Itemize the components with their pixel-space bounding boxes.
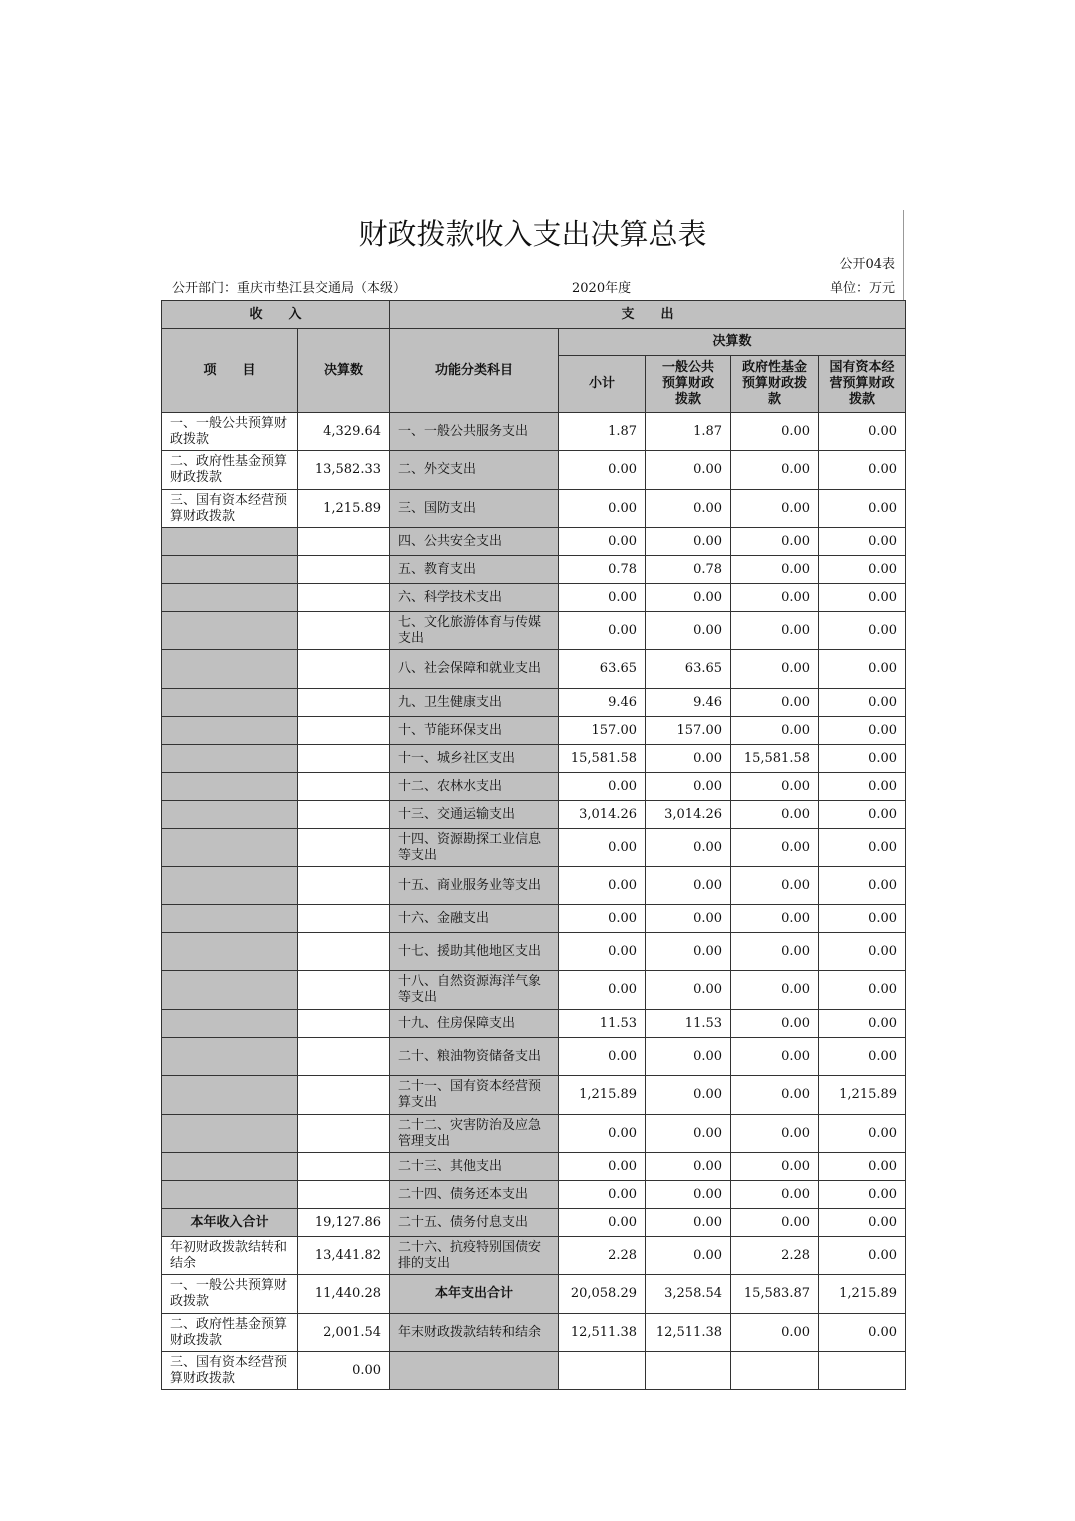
amount-cell — [298, 612, 390, 650]
fiscal-year: 2020年度 — [572, 281, 632, 296]
item-cell — [162, 528, 298, 556]
item-cell — [162, 801, 298, 829]
state-cell: 1,215.89 — [819, 1076, 906, 1115]
subtotal-cell: 0.00 — [559, 490, 646, 528]
fund-cell: 0.00 — [731, 717, 819, 745]
general-cell: 0.00 — [646, 1038, 731, 1076]
subtotal-cell: 20,058.29 — [559, 1275, 646, 1314]
item-cell — [162, 1115, 298, 1153]
subtotal-cell: 0.00 — [559, 1115, 646, 1153]
general-cell: 0.00 — [646, 528, 731, 556]
fund-cell: 0.00 — [731, 801, 819, 829]
state-cell: 0.00 — [819, 1115, 906, 1153]
function-cell: 十七、援助其他地区支出 — [390, 933, 559, 971]
amount-cell — [298, 1010, 390, 1038]
subtotal-cell: 0.78 — [559, 556, 646, 584]
amount-cell — [298, 1153, 390, 1181]
amount-cell: 11,440.28 — [298, 1275, 390, 1314]
subtotal-cell: 0.00 — [559, 451, 646, 490]
amount-cell — [298, 584, 390, 612]
function-cell: 二十四、债务还本支出 — [390, 1181, 559, 1209]
table-row — [162, 1352, 906, 1390]
general-cell: 0.00 — [646, 745, 731, 773]
function-cell: 二、外交支出 — [390, 451, 559, 490]
table-row — [162, 745, 906, 773]
function-cell: 八、社会保障和就业支出 — [390, 650, 559, 689]
subtotal-cell: 2.28 — [559, 1237, 646, 1275]
state-header: 国有资本经营预算财政拨款 — [819, 356, 906, 413]
state-cell: 0.00 — [819, 745, 906, 773]
general-cell: 0.00 — [646, 773, 731, 801]
income-header: 收 入 — [162, 301, 390, 329]
subtotal-cell: 0.00 — [559, 933, 646, 971]
general-cell — [646, 1352, 731, 1390]
subtotal-cell: 0.00 — [559, 867, 646, 905]
amount-cell — [298, 905, 390, 933]
table-row — [162, 905, 906, 933]
state-cell: 0.00 — [819, 1153, 906, 1181]
item-cell — [162, 1038, 298, 1076]
amount-cell — [298, 689, 390, 717]
state-cell: 0.00 — [819, 829, 906, 867]
general-cell: 0.00 — [646, 1209, 731, 1237]
item-cell — [162, 556, 298, 584]
function-cell: 二十三、其他支出 — [390, 1153, 559, 1181]
table-row — [162, 1076, 906, 1115]
function-cell: 五、教育支出 — [390, 556, 559, 584]
subtotal-cell: 12,511.38 — [559, 1314, 646, 1352]
table-row — [162, 867, 906, 905]
state-cell: 0.00 — [819, 1038, 906, 1076]
subtotal-cell: 0.00 — [559, 1038, 646, 1076]
general-cell: 0.00 — [646, 1076, 731, 1115]
amount-cell: 1,215.89 — [298, 490, 390, 528]
function-cell: 二十六、抗疫特别国债安排的支出 — [390, 1237, 559, 1275]
table-row — [162, 413, 906, 451]
subtotal-cell: 0.00 — [559, 584, 646, 612]
general-cell: 0.00 — [646, 1237, 731, 1275]
subtotal-cell: 0.00 — [559, 528, 646, 556]
fund-cell: 0.00 — [731, 1153, 819, 1181]
state-cell — [819, 1352, 906, 1390]
item-cell: 二、政府性基金预算财政拨款 — [162, 1314, 298, 1352]
fund-cell: 0.00 — [731, 528, 819, 556]
item-cell — [162, 829, 298, 867]
table-row — [162, 528, 906, 556]
final-header: 决算数 — [559, 329, 906, 356]
item-cell — [162, 612, 298, 650]
fund-cell: 2.28 — [731, 1237, 819, 1275]
table-row — [162, 1153, 906, 1181]
function-cell: 三、国防支出 — [390, 490, 559, 528]
amount-cell — [298, 745, 390, 773]
fund-cell: 0.00 — [731, 584, 819, 612]
general-cell: 0.00 — [646, 1153, 731, 1181]
general-cell: 0.00 — [646, 451, 731, 490]
function-cell: 十三、交通运输支出 — [390, 801, 559, 829]
amount-cell — [298, 773, 390, 801]
subtotal-cell: 63.65 — [559, 650, 646, 689]
general-cell: 11.53 — [646, 1010, 731, 1038]
function-cell: 十八、自然资源海洋气象等支出 — [390, 971, 559, 1010]
amount-cell: 4,329.64 — [298, 413, 390, 451]
function-cell: 十、节能环保支出 — [390, 717, 559, 745]
state-cell: 0.00 — [819, 905, 906, 933]
state-cell: 0.00 — [819, 451, 906, 490]
table-row — [162, 490, 906, 528]
function-cell: 十九、住房保障支出 — [390, 1010, 559, 1038]
state-cell: 0.00 — [819, 773, 906, 801]
table-row — [162, 1314, 906, 1352]
subtotal-cell — [559, 1352, 646, 1390]
state-cell: 0.00 — [819, 867, 906, 905]
general-cell: 12,511.38 — [646, 1314, 731, 1352]
function-cell: 十一、城乡社区支出 — [390, 745, 559, 773]
state-cell: 0.00 — [819, 717, 906, 745]
fund-cell: 0.00 — [731, 1010, 819, 1038]
item-cell — [162, 933, 298, 971]
state-cell: 0.00 — [819, 612, 906, 650]
item-cell: 三、国有资本经营预算财政拨款 — [162, 1352, 298, 1390]
general-cell: 0.00 — [646, 584, 731, 612]
item-cell — [162, 1076, 298, 1115]
subtotal-cell: 157.00 — [559, 717, 646, 745]
function-cell: 四、公共安全支出 — [390, 528, 559, 556]
unit: 单位：万元 — [829, 281, 895, 296]
fund-cell: 0.00 — [731, 556, 819, 584]
amount-cell — [298, 829, 390, 867]
amount-cell: 19,127.86 — [298, 1209, 390, 1237]
amount-header: 决算数 — [298, 329, 390, 413]
item-cell — [162, 1181, 298, 1209]
amount-cell — [298, 801, 390, 829]
fund-cell: 0.00 — [731, 867, 819, 905]
table-row — [162, 801, 906, 829]
table-row — [162, 1275, 906, 1314]
item-cell: 一、一般公共预算财政拨款 — [162, 1275, 298, 1314]
amount-cell — [298, 1038, 390, 1076]
table-row — [162, 773, 906, 801]
function-cell: 二十五、债务付息支出 — [390, 1209, 559, 1237]
general-cell: 157.00 — [646, 717, 731, 745]
amount-cell: 0.00 — [298, 1352, 390, 1390]
subtotal-cell: 3,014.26 — [559, 801, 646, 829]
department: 公开部门：重庆市垫江县交通局（本级） — [172, 281, 407, 296]
table-row — [162, 556, 906, 584]
fund-cell: 0.00 — [731, 971, 819, 1010]
fund-cell: 0.00 — [731, 1181, 819, 1209]
state-cell: 0.00 — [819, 1209, 906, 1237]
amount-cell — [298, 867, 390, 905]
fund-cell: 0.00 — [731, 1115, 819, 1153]
general-cell: 0.00 — [646, 867, 731, 905]
amount-cell — [298, 971, 390, 1010]
general-header: 一般公共预算财政拨款 — [646, 356, 731, 413]
fund-cell: 0.00 — [731, 773, 819, 801]
table-row — [162, 650, 906, 689]
amount-cell: 13,441.82 — [298, 1237, 390, 1275]
amount-cell: 13,582.33 — [298, 451, 390, 490]
item-cell — [162, 689, 298, 717]
expense-header: 支 出 — [390, 301, 906, 329]
subtotal-cell: 15,581.58 — [559, 745, 646, 773]
state-cell: 0.00 — [819, 650, 906, 689]
state-cell: 0.00 — [819, 933, 906, 971]
general-cell: 63.65 — [646, 650, 731, 689]
table-row — [162, 584, 906, 612]
table-row — [162, 689, 906, 717]
general-cell: 0.00 — [646, 829, 731, 867]
function-header: 功能分类科目 — [390, 329, 559, 413]
amount-cell — [298, 1076, 390, 1115]
function-cell: 十四、资源勘探工业信息等支出 — [390, 829, 559, 867]
table-row — [162, 451, 906, 490]
subtotal-cell: 0.00 — [559, 829, 646, 867]
subtotal-cell: 0.00 — [559, 905, 646, 933]
fund-cell: 0.00 — [731, 1076, 819, 1115]
function-cell: 年末财政拨款结转和结余 — [390, 1314, 559, 1352]
state-cell: 0.00 — [819, 556, 906, 584]
amount-cell — [298, 556, 390, 584]
fund-cell: 0.00 — [731, 1314, 819, 1352]
page-title: 财政拨款收入支出决算总表 — [358, 217, 707, 251]
general-cell: 3,014.26 — [646, 801, 731, 829]
item-cell — [162, 717, 298, 745]
item-cell — [162, 745, 298, 773]
item-cell — [162, 905, 298, 933]
subtotal-cell: 0.00 — [559, 773, 646, 801]
state-cell: 0.00 — [819, 1181, 906, 1209]
state-cell: 0.00 — [819, 971, 906, 1010]
general-cell: 0.00 — [646, 612, 731, 650]
subtotal-cell: 0.00 — [559, 612, 646, 650]
table-row — [162, 829, 906, 867]
subtotal-cell: 0.00 — [559, 971, 646, 1010]
function-cell: 本年支出合计 — [390, 1275, 559, 1314]
table-row — [162, 971, 906, 1010]
state-cell: 0.00 — [819, 801, 906, 829]
state-cell: 0.00 — [819, 689, 906, 717]
budget-table — [161, 300, 906, 1390]
fund-header: 政府性基金预算财政拨款 — [731, 356, 819, 413]
state-cell: 0.00 — [819, 584, 906, 612]
fund-cell: 0.00 — [731, 650, 819, 689]
state-cell: 0.00 — [819, 1237, 906, 1275]
amount-cell — [298, 1115, 390, 1153]
fund-cell: 0.00 — [731, 490, 819, 528]
amount-cell — [298, 933, 390, 971]
fund-cell: 0.00 — [731, 612, 819, 650]
function-cell: 十六、金融支出 — [390, 905, 559, 933]
table-number: 公开04表 — [839, 257, 895, 272]
general-cell: 0.00 — [646, 1115, 731, 1153]
fund-cell: 0.00 — [731, 451, 819, 490]
general-cell: 0.00 — [646, 971, 731, 1010]
table-row — [162, 717, 906, 745]
subtotal-cell: 1.87 — [559, 413, 646, 451]
state-cell: 0.00 — [819, 1314, 906, 1352]
item-cell — [162, 650, 298, 689]
function-cell: 十二、农林水支出 — [390, 773, 559, 801]
item-cell — [162, 584, 298, 612]
item-cell: 年初财政拨款结转和结余 — [162, 1237, 298, 1275]
table-row — [162, 1209, 906, 1237]
table-row — [162, 1237, 906, 1275]
general-cell: 0.00 — [646, 905, 731, 933]
state-cell: 0.00 — [819, 413, 906, 451]
fund-cell: 0.00 — [731, 905, 819, 933]
general-cell: 0.00 — [646, 1181, 731, 1209]
item-cell: 二、政府性基金预算财政拨款 — [162, 451, 298, 490]
amount-cell — [298, 717, 390, 745]
fund-cell — [731, 1352, 819, 1390]
general-cell: 1.87 — [646, 413, 731, 451]
function-cell: 二十一、国有资本经营预算支出 — [390, 1076, 559, 1115]
fund-cell: 0.00 — [731, 933, 819, 971]
item-cell — [162, 971, 298, 1010]
item-cell — [162, 1153, 298, 1181]
amount-cell — [298, 650, 390, 689]
item-cell: 三、国有资本经营预算财政拨款 — [162, 490, 298, 528]
fund-cell: 0.00 — [731, 413, 819, 451]
function-cell: 二十、粮油物资储备支出 — [390, 1038, 559, 1076]
table-row — [162, 1038, 906, 1076]
subtotal-cell: 0.00 — [559, 1181, 646, 1209]
state-cell: 0.00 — [819, 528, 906, 556]
item-cell — [162, 1010, 298, 1038]
item-header: 项 目 — [162, 329, 298, 413]
general-cell: 0.00 — [646, 490, 731, 528]
state-cell: 0.00 — [819, 1010, 906, 1038]
general-cell: 3,258.54 — [646, 1275, 731, 1314]
item-cell — [162, 773, 298, 801]
table-row — [162, 1115, 906, 1153]
general-cell: 0.78 — [646, 556, 731, 584]
function-cell: 七、文化旅游体育与传媒支出 — [390, 612, 559, 650]
subtotal-cell: 0.00 — [559, 1153, 646, 1181]
general-cell: 9.46 — [646, 689, 731, 717]
fund-cell: 0.00 — [731, 1209, 819, 1237]
amount-cell — [298, 1181, 390, 1209]
fund-cell: 0.00 — [731, 689, 819, 717]
function-cell: 六、科学技术支出 — [390, 584, 559, 612]
general-cell: 0.00 — [646, 933, 731, 971]
amount-cell — [298, 528, 390, 556]
item-cell — [162, 867, 298, 905]
fund-cell: 15,581.58 — [731, 745, 819, 773]
function-cell: 十五、商业服务业等支出 — [390, 867, 559, 905]
function-cell — [390, 1352, 559, 1390]
fund-cell: 0.00 — [731, 829, 819, 867]
amount-cell: 2,001.54 — [298, 1314, 390, 1352]
fund-cell: 15,583.87 — [731, 1275, 819, 1314]
item-cell: 一、一般公共预算财政拨款 — [162, 413, 298, 451]
function-cell: 九、卫生健康支出 — [390, 689, 559, 717]
state-cell: 0.00 — [819, 490, 906, 528]
state-cell: 1,215.89 — [819, 1275, 906, 1314]
function-cell: 一、一般公共服务支出 — [390, 413, 559, 451]
subtotal-cell: 11.53 — [559, 1010, 646, 1038]
function-cell: 二十二、灾害防治及应急管理支出 — [390, 1115, 559, 1153]
table-row — [162, 1010, 906, 1038]
table-row — [162, 933, 906, 971]
subtotal-cell: 9.46 — [559, 689, 646, 717]
subtotal-cell: 1,215.89 — [559, 1076, 646, 1115]
item-cell: 本年收入合计 — [162, 1209, 298, 1237]
table-row — [162, 612, 906, 650]
subtotal-cell: 0.00 — [559, 1209, 646, 1237]
fund-cell: 0.00 — [731, 1038, 819, 1076]
table-row — [162, 1181, 906, 1209]
subtotal-header: 小计 — [559, 356, 646, 413]
